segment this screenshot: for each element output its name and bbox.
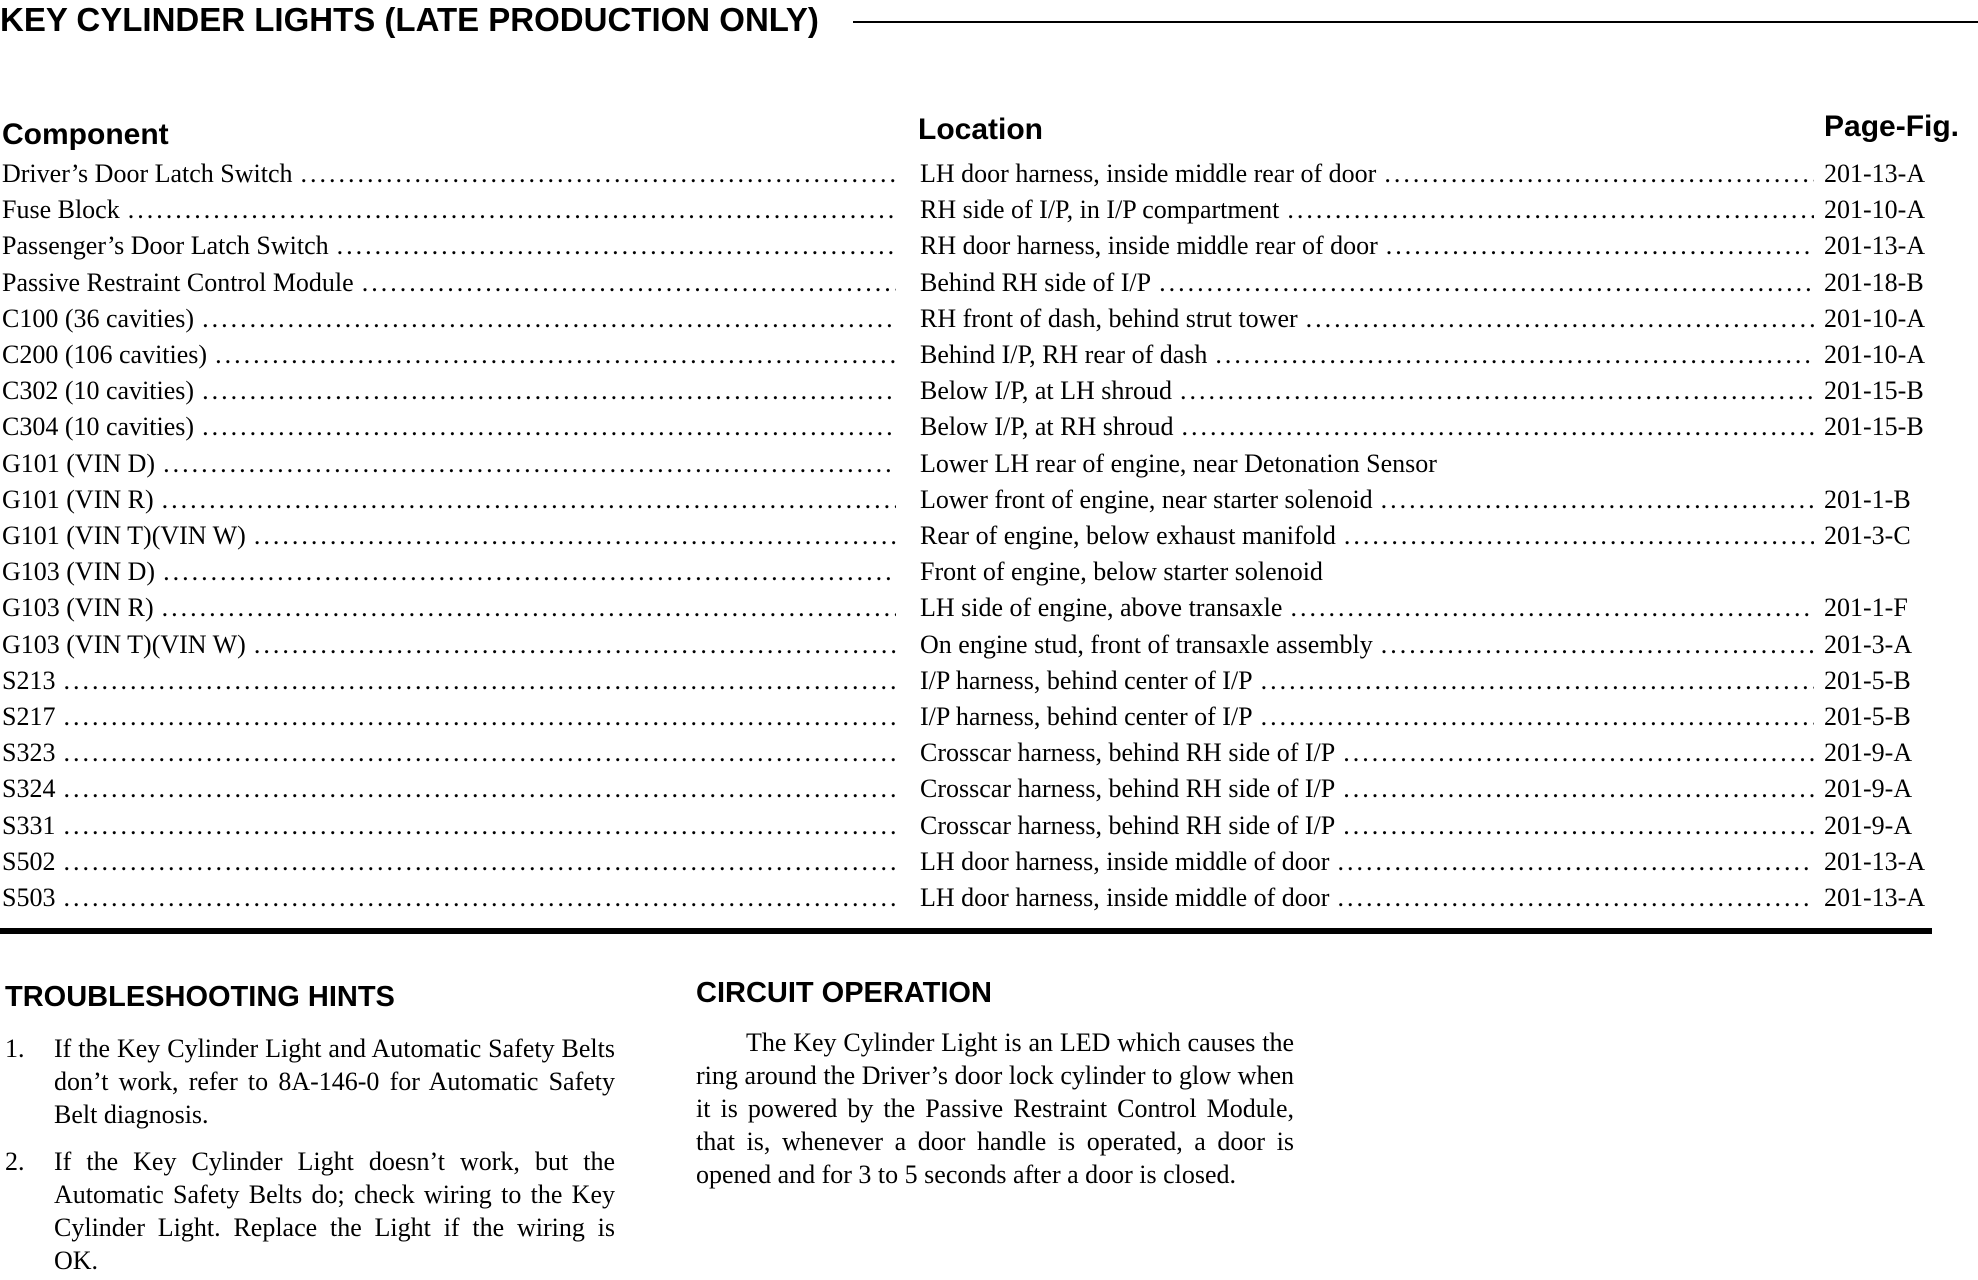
component-name: S323 — [2, 738, 56, 768]
component-cell — [2, 228, 902, 264]
location-cell — [920, 156, 1820, 192]
leader-dots — [1343, 738, 1814, 768]
location-text: Below I/P, at RH shroud — [920, 412, 1174, 442]
page-fig-cell — [1824, 771, 1974, 807]
page-fig-text: 201-10-A — [1824, 303, 1926, 333]
section-divider — [0, 928, 1932, 934]
leader-dots — [202, 412, 896, 442]
table-row — [0, 627, 1978, 663]
page-fig-cell — [1824, 301, 1974, 337]
page-fig-cell — [1824, 192, 1974, 228]
table-row — [0, 518, 1978, 554]
page-fig-text: 201-5-B — [1824, 702, 1911, 731]
leader-dots — [163, 557, 896, 587]
leader-dots — [1261, 666, 1814, 696]
leader-dots — [1215, 340, 1814, 370]
location-cell — [920, 699, 1820, 735]
leader-dots — [1381, 485, 1814, 515]
location-text: LH door harness, inside middle of door — [920, 846, 1330, 876]
component-name: Passenger’s Door Latch Switch — [2, 231, 329, 261]
page-fig-text: 201-15-B — [1824, 376, 1924, 406]
component-name: G101 (VIN R) — [2, 484, 154, 514]
location-cell — [920, 446, 1820, 482]
leader-dots — [362, 268, 896, 298]
component-cell — [2, 409, 902, 445]
location-text: LH door harness, inside middle of door — [920, 883, 1330, 912]
page-fig-text: 201-15-B — [1824, 412, 1924, 442]
page-fig-cell — [1824, 590, 1974, 626]
location-text: Front of engine, below starter solenoid — [920, 557, 1323, 587]
component-cell — [2, 844, 902, 880]
location-cell — [920, 880, 1820, 916]
component-name: S331 — [2, 810, 56, 840]
table-row — [0, 554, 1978, 590]
table-row — [0, 337, 1978, 373]
component-cell — [2, 373, 902, 409]
page-fig-cell — [1824, 482, 1974, 518]
item-text: If the Key Cylinder Light doesn’t work, but the Automatic Safety Belts do; check wiring to the Key Cylinder Light. Replace the Light if the wiring is OK. — [54, 1147, 615, 1275]
troubleshooting-item — [5, 1145, 615, 1277]
page-fig-cell — [1824, 156, 1974, 192]
table-row — [0, 301, 1978, 337]
location-text: Crosscar harness, behind RH side of I/P — [920, 810, 1336, 840]
location-cell — [920, 518, 1820, 554]
leader-dots — [1180, 376, 1814, 406]
page-fig-cell — [1824, 663, 1974, 699]
location-text: LH door harness, inside middle rear of door — [920, 159, 1377, 188]
page-fig-text: 201-9-A — [1824, 774, 1913, 804]
table-row — [0, 663, 1978, 699]
table-row — [0, 808, 1978, 844]
page-fig-text: 201-3-C — [1824, 521, 1911, 550]
component-name: C200 (106 cavities) — [2, 340, 208, 369]
component-name: G103 (VIN D) — [2, 557, 156, 587]
leader-dots — [1337, 883, 1814, 913]
location-cell — [920, 228, 1820, 264]
page-fig-text: 201-9-A — [1824, 810, 1913, 840]
location-text: Lower front of engine, near starter solenoid — [920, 484, 1373, 514]
component-cell — [2, 699, 902, 735]
circuit-operation-heading: CIRCUIT OPERATION — [696, 977, 992, 1009]
component-cell — [2, 301, 902, 337]
leader-dots — [1287, 195, 1814, 225]
page-fig-text: 201-9-A — [1824, 738, 1913, 768]
table-row — [0, 844, 1978, 880]
leader-dots — [63, 847, 896, 877]
table-row — [0, 265, 1978, 301]
component-name: S324 — [2, 774, 56, 804]
component-cell — [2, 192, 902, 228]
page-fig-cell — [1824, 228, 1974, 264]
location-cell — [920, 301, 1820, 337]
location-text: I/P harness, behind center of I/P — [920, 702, 1253, 731]
leader-dots — [63, 774, 896, 804]
page-fig-text: 201-10-A — [1824, 195, 1926, 225]
page-fig-cell — [1824, 735, 1974, 771]
location-text: RH door harness, inside middle rear of door — [920, 231, 1378, 261]
leader-dots — [301, 159, 896, 189]
table-row — [0, 156, 1978, 192]
leader-dots — [1261, 702, 1814, 732]
location-text: RH front of dash, behind strut tower — [920, 303, 1298, 333]
table-row — [0, 590, 1978, 626]
table-row — [0, 771, 1978, 807]
leader-dots — [1182, 412, 1815, 442]
component-cell — [2, 265, 902, 301]
leader-dots — [202, 376, 896, 406]
leader-dots — [1381, 630, 1814, 660]
location-text: Rear of engine, below exhaust manifold — [920, 521, 1336, 550]
page-fig-text: 201-5-B — [1824, 665, 1911, 695]
component-cell — [2, 156, 902, 192]
location-text: RH side of I/P, in I/P compartment — [920, 195, 1280, 225]
component-cell — [2, 590, 902, 626]
leader-dots — [162, 593, 896, 623]
component-name: S502 — [2, 846, 56, 876]
leader-dots — [1306, 304, 1814, 334]
page-fig-cell — [1824, 808, 1974, 844]
location-cell — [920, 373, 1820, 409]
leader-dots — [1386, 231, 1814, 261]
location-cell — [920, 844, 1820, 880]
troubleshooting-item — [5, 1032, 615, 1131]
leader-dots — [202, 304, 896, 334]
leader-dots — [1290, 593, 1814, 623]
leader-dots — [162, 485, 896, 515]
page-fig-text: 201-10-A — [1824, 340, 1926, 369]
component-name: S217 — [2, 702, 56, 731]
location-cell — [920, 590, 1820, 626]
table-row — [0, 228, 1978, 264]
circuit-operation-text: The Key Cylinder Light is an LED which causes the ring around the Driver’s door lock cylinder to glow when it is powered by the Passive Restraint Control Module, that is, whenever a door handle is operated, a door is opened and for 3 to 5 seconds after a door is closed. — [696, 1028, 1294, 1189]
page-fig-text: 201-3-A — [1824, 629, 1913, 659]
leader-dots — [63, 811, 896, 841]
component-name: G101 (VIN D) — [2, 448, 156, 478]
item-text: If the Key Cylinder Light and Automatic Safety Belts don’t work, refer to 8A-146-0 for Automatic Safety Belt diagnosis. — [54, 1034, 615, 1129]
location-text: On engine stud, front of transaxle assembly — [920, 629, 1373, 659]
location-cell — [920, 808, 1820, 844]
location-cell — [920, 409, 1820, 445]
location-text: Crosscar harness, behind RH side of I/P — [920, 774, 1336, 804]
title-rule — [853, 21, 1978, 23]
column-header-location: Location — [918, 113, 1043, 146]
table-row — [0, 735, 1978, 771]
table-row — [0, 699, 1978, 735]
location-text: Below I/P, at LH shroud — [920, 376, 1173, 406]
leader-dots — [1384, 159, 1814, 189]
location-text: Lower LH rear of engine, near Detonation Sensor — [920, 448, 1437, 478]
table-row — [0, 482, 1978, 518]
leader-dots — [163, 449, 896, 479]
page-fig-cell — [1824, 446, 1974, 482]
troubleshooting-heading: TROUBLESHOOTING HINTS — [5, 981, 395, 1013]
item-number: 1. — [5, 1034, 25, 1063]
leader-dots — [63, 666, 896, 696]
page-fig-cell — [1824, 627, 1974, 663]
page-fig-text: 201-1-F — [1824, 593, 1908, 623]
item-number: 2. — [5, 1147, 25, 1176]
component-name: C100 (36 cavities) — [2, 303, 195, 333]
location-cell — [920, 627, 1820, 663]
location-text: I/P harness, behind center of I/P — [920, 665, 1253, 695]
leader-dots — [254, 630, 896, 660]
location-cell — [920, 554, 1820, 590]
table-row — [0, 446, 1978, 482]
location-text: LH side of engine, above transaxle — [920, 593, 1283, 623]
column-header-page-fig: Page-Fig. — [1824, 110, 1960, 143]
page-fig-text: 201-13-A — [1824, 159, 1926, 188]
leader-dots — [1159, 268, 1814, 298]
component-cell — [2, 337, 902, 373]
page-title — [0, 0, 1978, 40]
table-row — [0, 880, 1978, 916]
location-cell — [920, 663, 1820, 699]
component-name: G103 (VIN T)(VIN W) — [2, 629, 246, 659]
component-cell — [2, 663, 902, 699]
component-cell — [2, 446, 902, 482]
leader-dots — [63, 883, 896, 913]
table-row — [0, 409, 1978, 445]
component-name: G101 (VIN T)(VIN W) — [2, 521, 246, 550]
component-cell — [2, 771, 902, 807]
location-text: Behind I/P, RH rear of dash — [920, 340, 1208, 369]
component-name: Passive Restraint Control Module — [2, 267, 354, 297]
page-fig-cell — [1824, 337, 1974, 373]
component-cell — [2, 880, 902, 916]
page-fig-text: 201-13-A — [1824, 846, 1926, 876]
page-fig-cell — [1824, 373, 1974, 409]
component-name: S213 — [2, 665, 56, 695]
leader-dots — [1344, 521, 1814, 551]
page-title-text: KEY CYLINDER LIGHTS (LATE PRODUCTION ONLY) — [0, 1, 819, 38]
component-cell — [2, 735, 902, 771]
component-name: C304 (10 cavities) — [2, 412, 195, 442]
location-text: Crosscar harness, behind RH side of I/P — [920, 738, 1336, 768]
location-cell — [920, 482, 1820, 518]
page-fig-text: 201-13-A — [1824, 883, 1926, 912]
location-cell — [920, 735, 1820, 771]
table-row — [0, 373, 1978, 409]
leader-dots — [63, 702, 896, 732]
component-cell — [2, 554, 902, 590]
location-cell — [920, 192, 1820, 228]
component-name: S503 — [2, 883, 56, 912]
location-cell — [920, 337, 1820, 373]
leader-dots — [1337, 847, 1814, 877]
leader-dots — [63, 738, 896, 768]
component-name: Fuse Block — [2, 195, 120, 225]
page-fig-text: 201-1-B — [1824, 484, 1911, 514]
leader-dots — [128, 195, 896, 225]
page-fig-cell — [1824, 554, 1974, 590]
page-fig-cell — [1824, 844, 1974, 880]
leader-dots — [337, 231, 896, 261]
component-cell — [2, 482, 902, 518]
table-row — [0, 192, 1978, 228]
component-cell — [2, 808, 902, 844]
page-fig-cell — [1824, 699, 1974, 735]
leader-dots — [215, 340, 896, 370]
page-fig-cell — [1824, 409, 1974, 445]
page-fig-text: 201-13-A — [1824, 231, 1926, 261]
page-fig-cell — [1824, 265, 1974, 301]
location-text: Behind RH side of I/P — [920, 267, 1152, 297]
leader-dots — [254, 521, 896, 551]
component-name: Driver’s Door Latch Switch — [2, 159, 293, 188]
location-cell — [920, 771, 1820, 807]
column-header-component: Component — [2, 118, 169, 151]
leader-dots — [1343, 811, 1814, 841]
location-cell — [920, 265, 1820, 301]
leader-dots — [1343, 774, 1814, 804]
component-name: C302 (10 cavities) — [2, 376, 195, 406]
page-fig-cell — [1824, 518, 1974, 554]
page-fig-cell — [1824, 880, 1974, 916]
page-fig-text: 201-18-B — [1824, 267, 1924, 297]
component-cell — [2, 518, 902, 554]
component-name: G103 (VIN R) — [2, 593, 154, 623]
component-cell — [2, 627, 902, 663]
